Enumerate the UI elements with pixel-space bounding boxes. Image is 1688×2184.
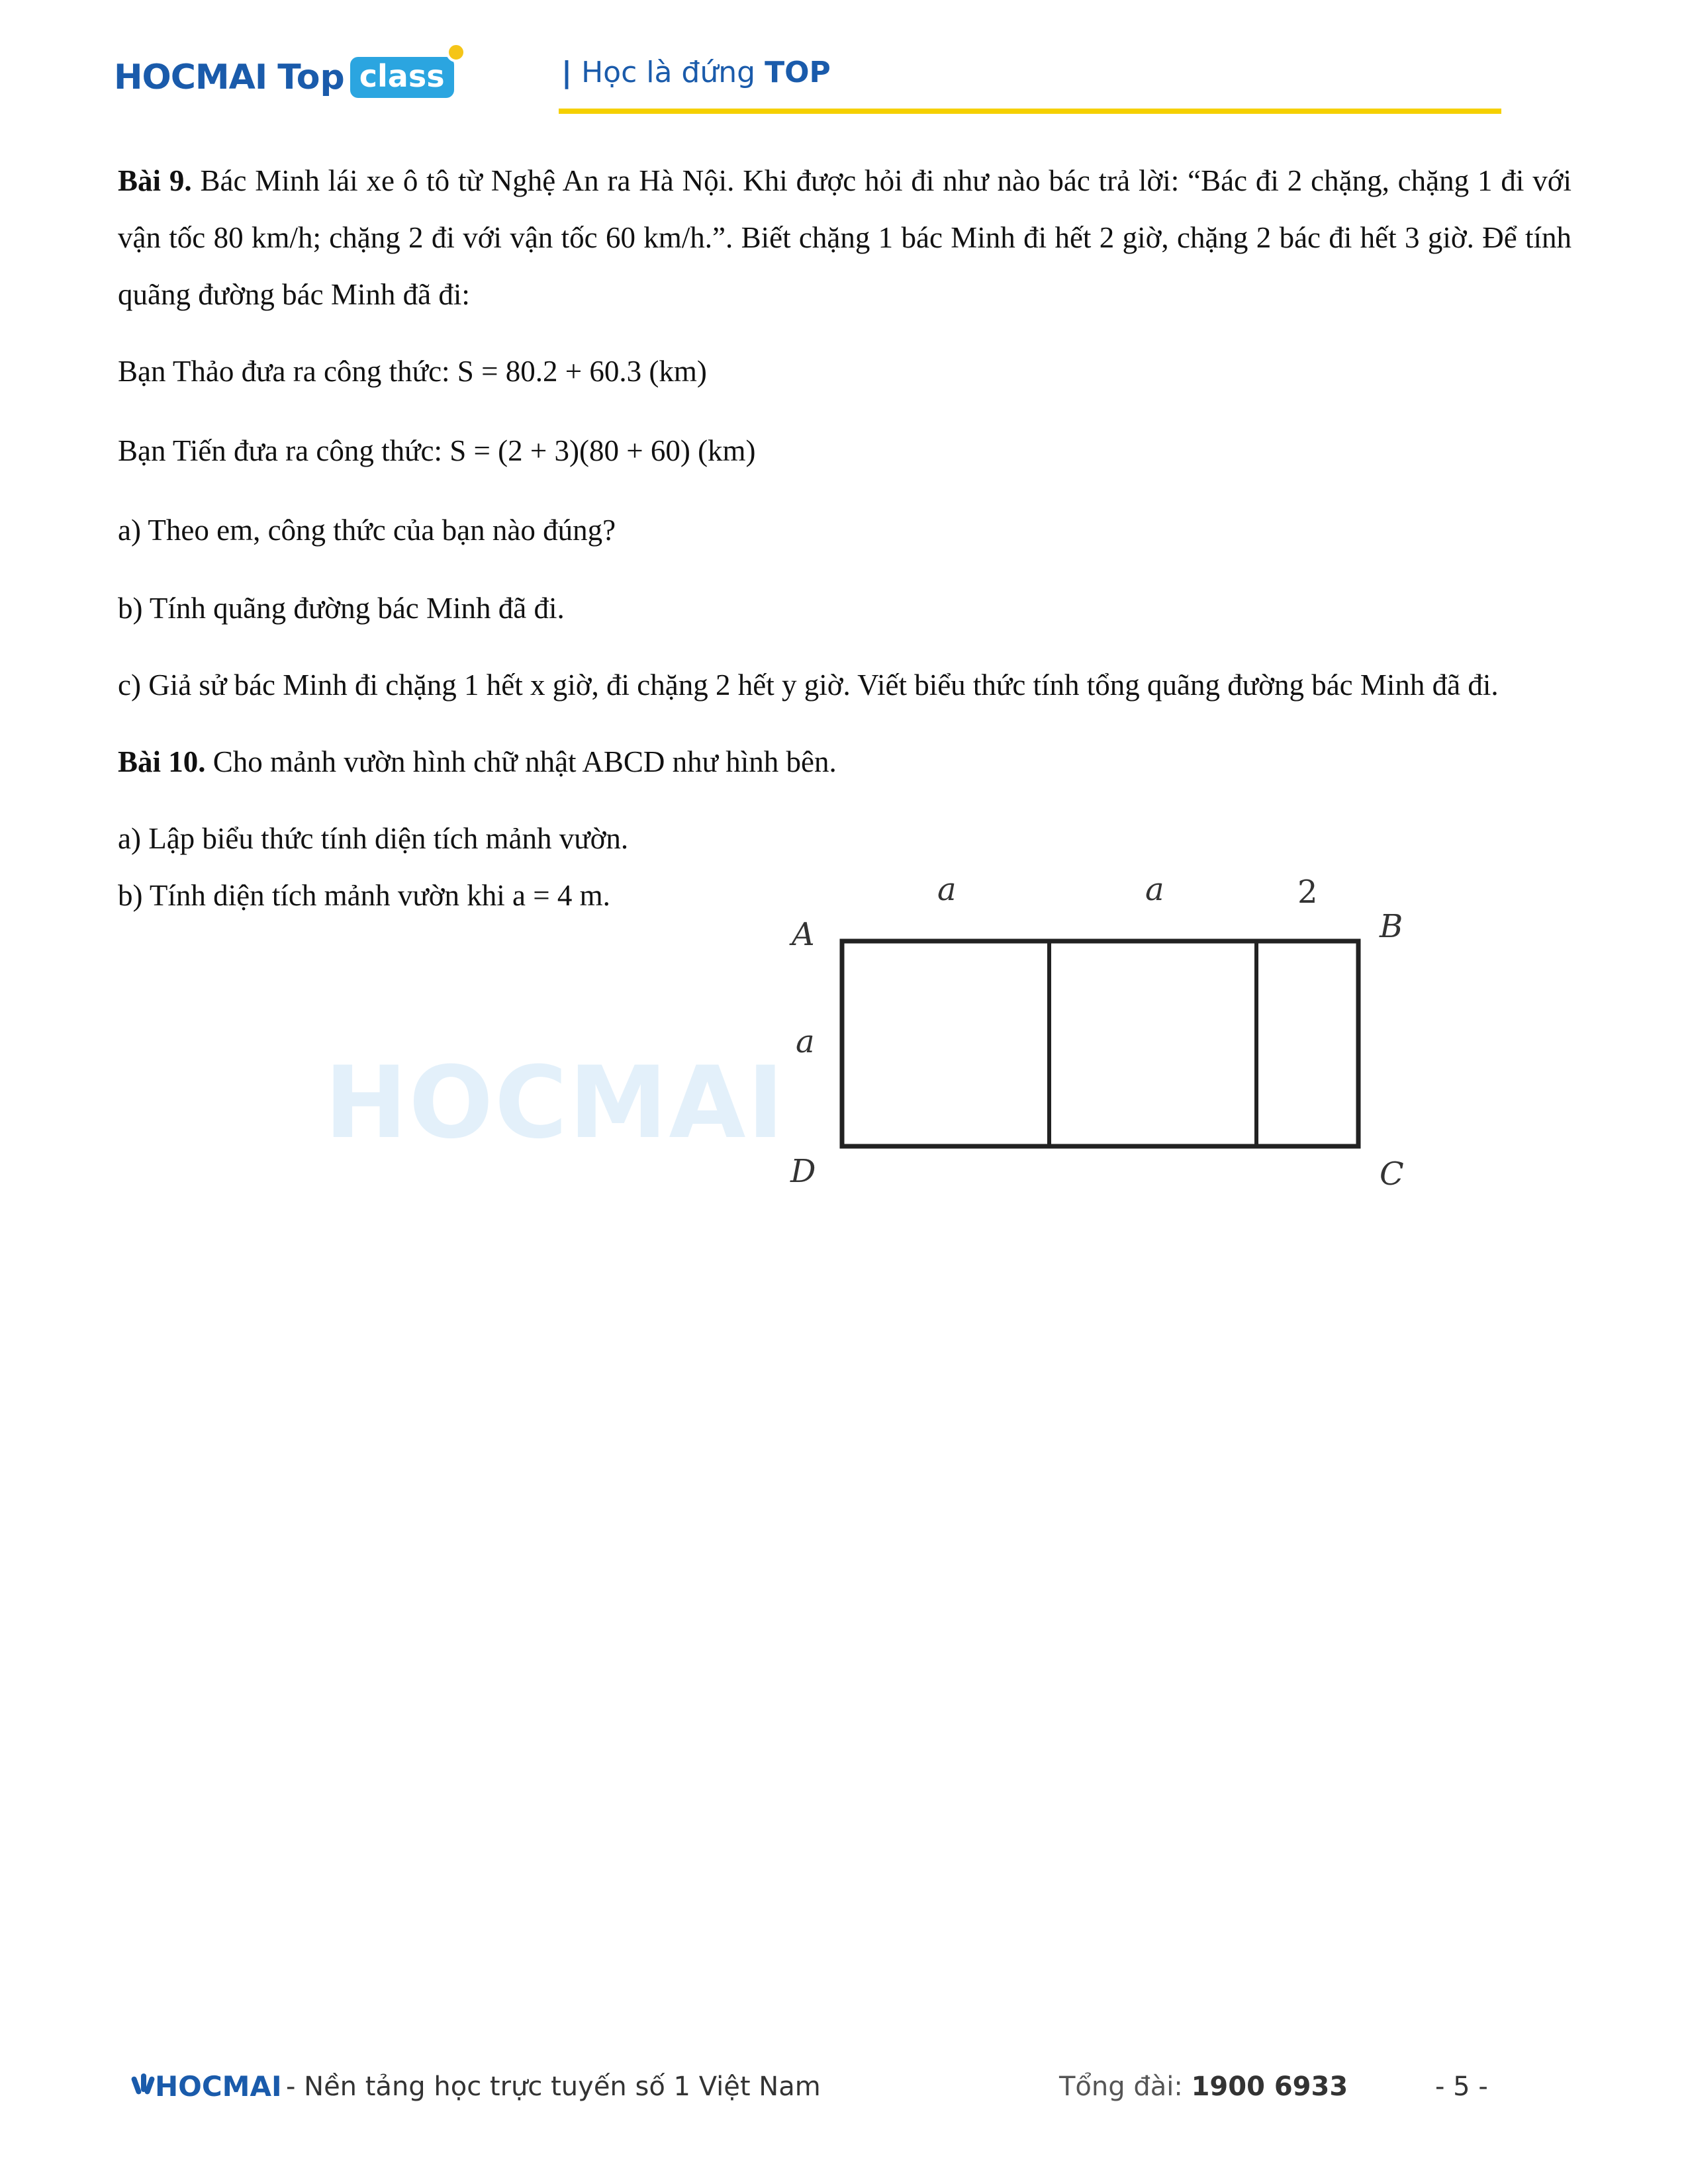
tagline xyxy=(561,56,831,89)
vertex-c-label: C xyxy=(1380,1156,1404,1193)
footer-logo xyxy=(132,2070,282,2103)
bai10-question-a: a) Lập biểu thức tính diện tích mảnh vườn. xyxy=(118,822,629,855)
garden-rectangle-figure xyxy=(781,860,1430,1205)
footer-logo-text: HOCMAI xyxy=(155,2070,282,2103)
bai9-text: Bác Minh lái xe ô tô từ Nghệ An ra Hà Nội. Khi được hỏi đi như nào bác trả lời: “Bác đi 2 chặng, chặng 1 đi với vận tốc 80 km/h; chặng 2 đi với vận tốc 60 km/h.”. Biết chặng 1 bác Minh đi hết 2 giờ, chặng 2 bác đi hết 3 giờ. Để tính quãng đường bác Minh đã đi: xyxy=(118,164,1571,311)
header-divider xyxy=(559,109,1501,114)
side-label: a xyxy=(796,1023,815,1060)
vertex-d-label: D xyxy=(790,1153,816,1190)
footer-slogan: - Nền tảng học trực tuyến số 1 Việt Nam xyxy=(286,2071,821,2102)
tagline-prefix: Học là đứng xyxy=(581,56,756,89)
bai9-thao-formula: Bạn Thảo đưa ra công thức: S = 80.2 + 60.3 (km) xyxy=(118,355,707,388)
vertex-b-label: B xyxy=(1380,908,1403,945)
watermark: HOCMAI xyxy=(324,1046,786,1161)
tagline-divider: | xyxy=(561,56,573,89)
logo-top-text: Top xyxy=(277,58,345,97)
footer xyxy=(132,2065,1523,2118)
bai9-question-c: c) Giả sử bác Minh đi chặng 1 hết x giờ, đi chặng 2 hết y giờ. Viết biểu thức tính tổng quãng đường bác Minh đã đi. xyxy=(118,668,1499,702)
tagline-highlight: TOP xyxy=(765,56,831,89)
vertex-a-label: A xyxy=(792,916,815,953)
bai10-text: Cho mảnh vườn hình chữ nhật ABCD như hình bên. xyxy=(212,745,837,778)
bai9-question-a: a) Theo em, công thức của bạn nào đúng? xyxy=(118,514,616,547)
footer-hotline xyxy=(1059,2071,1348,2102)
gear-icon xyxy=(446,42,466,62)
bai9-label: Bài 9. xyxy=(118,164,192,197)
bai10-question-b: b) Tính diện tích mảnh vườn khi a = 4 m. xyxy=(118,879,610,912)
logo-hocmai-text: HOCMAI xyxy=(114,58,267,97)
people-icon xyxy=(132,2072,152,2099)
logo-class-text: class xyxy=(359,58,445,94)
hotline-label: Tổng đài: xyxy=(1059,2071,1183,2102)
top-segment-label-2: a xyxy=(1145,871,1164,908)
top-segment-label-3: 2 xyxy=(1297,874,1318,911)
bai9-intro xyxy=(118,152,1571,323)
top-segment-label-1: a xyxy=(937,871,957,908)
bai9-question-b: b) Tính quãng đường bác Minh đã đi. xyxy=(118,592,565,625)
bai10-intro xyxy=(118,733,1571,790)
rectangle-abcd xyxy=(842,941,1358,1146)
hotline-number: 1900 6933 xyxy=(1191,2071,1348,2102)
logo-class-badge xyxy=(350,57,454,98)
page-number: - 5 - xyxy=(1435,2071,1488,2102)
brand-logo xyxy=(114,48,454,107)
bai9-tien-formula: Bạn Tiến đưa ra công thức: S = (2 + 3)(80 + 60) (km) xyxy=(118,434,756,467)
bai10-label: Bài 10. xyxy=(118,745,206,778)
document-body xyxy=(118,152,1571,924)
